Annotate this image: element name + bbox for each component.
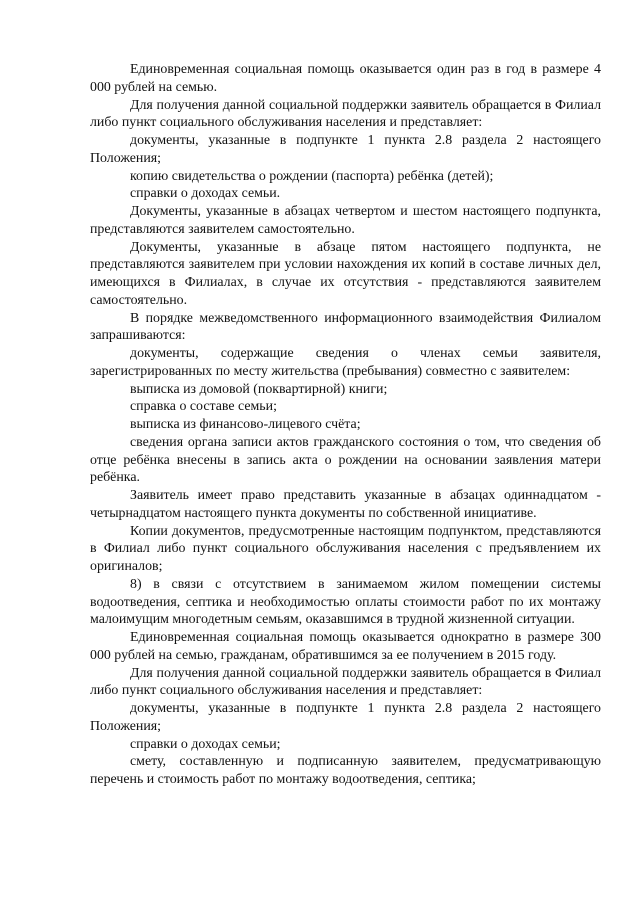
paragraph-5: справки о доходах семьи.: [130, 186, 281, 202]
paragraph-19: документы, указанные в подпункте 1 пункта 2.8 раздела 2 настоящего Положения;: [90, 701, 601, 734]
document-body: [90, 61, 601, 789]
paragraph-17: Единовременная социальная помощь оказывается однократно в размере 300 000 рублей на семью, гражданам, обратившимся за ее получением в 2015 году.: [90, 630, 601, 663]
paragraph-20: справки о доходах семьи;: [130, 736, 281, 752]
paragraph-14: Заявитель имеет право представить указанные в абзацах одиннадцатом - четырнадцатом настоящего пункта документы по собственной инициативе.: [90, 488, 601, 521]
paragraph-13: сведения органа записи актов гражданского состояния о том, что сведения об отце ребёнка внесены в запись акта о рождении на основании заявления матери ребёнка.: [90, 434, 601, 486]
paragraph-15: Копии документов, предусмотренные настоящим подпунктом, представляются в Филиал либо пункт социального обслуживания населения с предъявлением их оригиналов;: [90, 523, 601, 574]
paragraph-10: выписка из домовой (поквартирной) книги;: [130, 381, 388, 397]
paragraph-9: документы, содержащие сведения о членах семьи заявителя, зарегистрированных по месту жительства (пребывания) совместно с заявителем:: [90, 346, 601, 379]
paragraph-7: Документы, указанные в абзаце пятом настоящего подпункта, не представляются заявителем при условии нахождения их копий в составе личных дел, имеющихся в Филиалах, в случае их отсутствия - представляются заявителем самостоятельно.: [90, 239, 601, 308]
paragraph-4: копию свидетельства о рождении (паспорта) ребёнка (детей);: [130, 168, 494, 184]
paragraph-3: документы, указанные в подпункте 1 пункта 2.8 раздела 2 настоящего Положения;: [90, 133, 601, 166]
paragraph-16: 8) в связи с отсутствием в занимаемом жилом помещении системы водоотведения, септика и необходимостью оплаты стоимости работ по их монтажу малоимущим многодетным семьям, оказавшимся в трудной жизненной ситуации.: [90, 576, 601, 628]
paragraph-8: В порядке межведомственного информационного взаимодействия Филиалом запрашиваются:: [90, 310, 601, 344]
paragraph-6: Документы, указанные в абзацах четвертом и шестом настоящего подпункта, представляются заявителем самостоятельно.: [90, 204, 601, 237]
paragraph-2: Для получения данной социальной поддержки заявитель обращается в Филиал либо пункт социального обслуживания населения и представляет:: [90, 97, 601, 131]
paragraph-21: смету, составленную и подписанную заявителем, предусматривающую перечень и стоимость работ по монтажу водоотведения, септика;: [90, 754, 601, 787]
paragraph-18: Для получения данной социальной поддержки заявитель обращается в Филиал либо пункт социального обслуживания населения и представляет:: [90, 665, 601, 699]
paragraph-11: справка о составе семьи;: [130, 399, 277, 415]
paragraph-12: выписка из финансово-лицевого счёта;: [130, 417, 361, 432]
paragraph-1: Единовременная социальная помощь оказывается один раз в год в размере 4 000 рублей на семью.: [90, 62, 601, 95]
